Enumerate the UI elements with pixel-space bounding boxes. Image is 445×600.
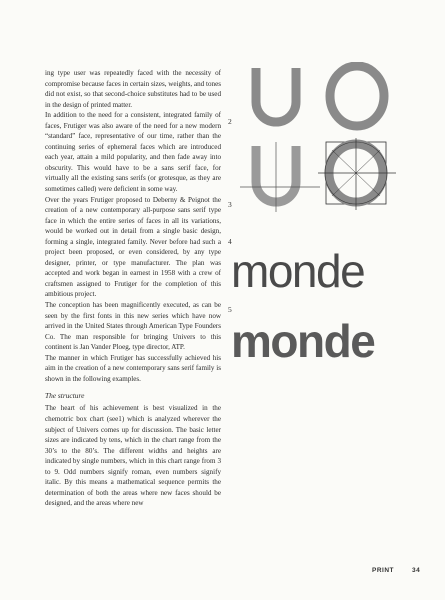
paragraph: The conception has been magnificently executed, as can be seen by the first fonts in this new series which have now arrived in the United States through American Type Founders Co. The man responsible for bringing Univers to this continent is Jan Vander Ploeg, type director, ATP. [45, 301, 221, 352]
paragraph: ing type user was repeatedly faced with the necessity of compromise because faces in certain sizes, weights, and tones did not exist, so that second-choice substitutes had to be used in the design of printed matter. [45, 69, 221, 109]
specimen-word-bold: monde [231, 315, 375, 367]
section-subheading: The structure [45, 391, 85, 401]
figure-number: 5 [228, 305, 232, 314]
specimen-o-light [330, 66, 384, 126]
footer-magazine-name: PRINT [372, 567, 394, 574]
specimen-o-construction [318, 138, 396, 210]
specimen-u-construction [240, 142, 320, 212]
paragraph: The manner in which Frutiger has successfully achieved his aim in the creation of a new contemporary sans serif family is shown in the following examples. [45, 353, 221, 383]
paragraph: Over the years Frutiger proposed to Deberny & Peignot the creation of a new contemporary all-purpose sans serif type face in which the entire series of faces in all its variations, would be worked out in detail from a single basic design, forming a single, integrated family. Never before had such a project been proposed, or even considered, by any type designer, printer, or type manufacturer. The plan was accepted and work began in earnest in 1958 with a crew of craftsmen assigned to Frutiger for the completion of this ambitious project. [45, 195, 221, 299]
figure-number: 2 [228, 117, 232, 126]
footer-page-number: 34 [412, 567, 421, 574]
specimen-word-light: monde [231, 245, 365, 297]
article-column [45, 68, 221, 509]
type-specimen-figure [231, 62, 440, 392]
paragraph: The heart of his achievement is best visualized in the chemotric box chart (see1) which is analyzed wherever the subject of Univers comes up for discussion. The basic letter sizes are indicated by tens, which in the chart range from the 30’s to the 80’s. The different widths and heights are indicated by single numbers, which in this chart range from 3 to 9. Odd numbers signify roman, even numbers signify italic. By this means a mathematical sequence permits the determination of both the areas where new faces should be designed, and the areas where new [45, 404, 221, 508]
figure-number: 3 [228, 200, 232, 209]
specimen-u-light [256, 68, 296, 122]
figure-number: 4 [228, 237, 232, 246]
paragraph: In addition to the need for a consistent, integrated family of faces, Frutiger was also aware of the need for a new modern “standard” face, representative of our time, rather than the continuing series of ephemeral faces which are introduced each year, attain a mild popularity, and then fade away into obscurity. This would have to be a sans serif face, for virtually all the existing sans serifs (or grotesque, as they are sometimes called) were deficient in some way. [45, 111, 221, 194]
